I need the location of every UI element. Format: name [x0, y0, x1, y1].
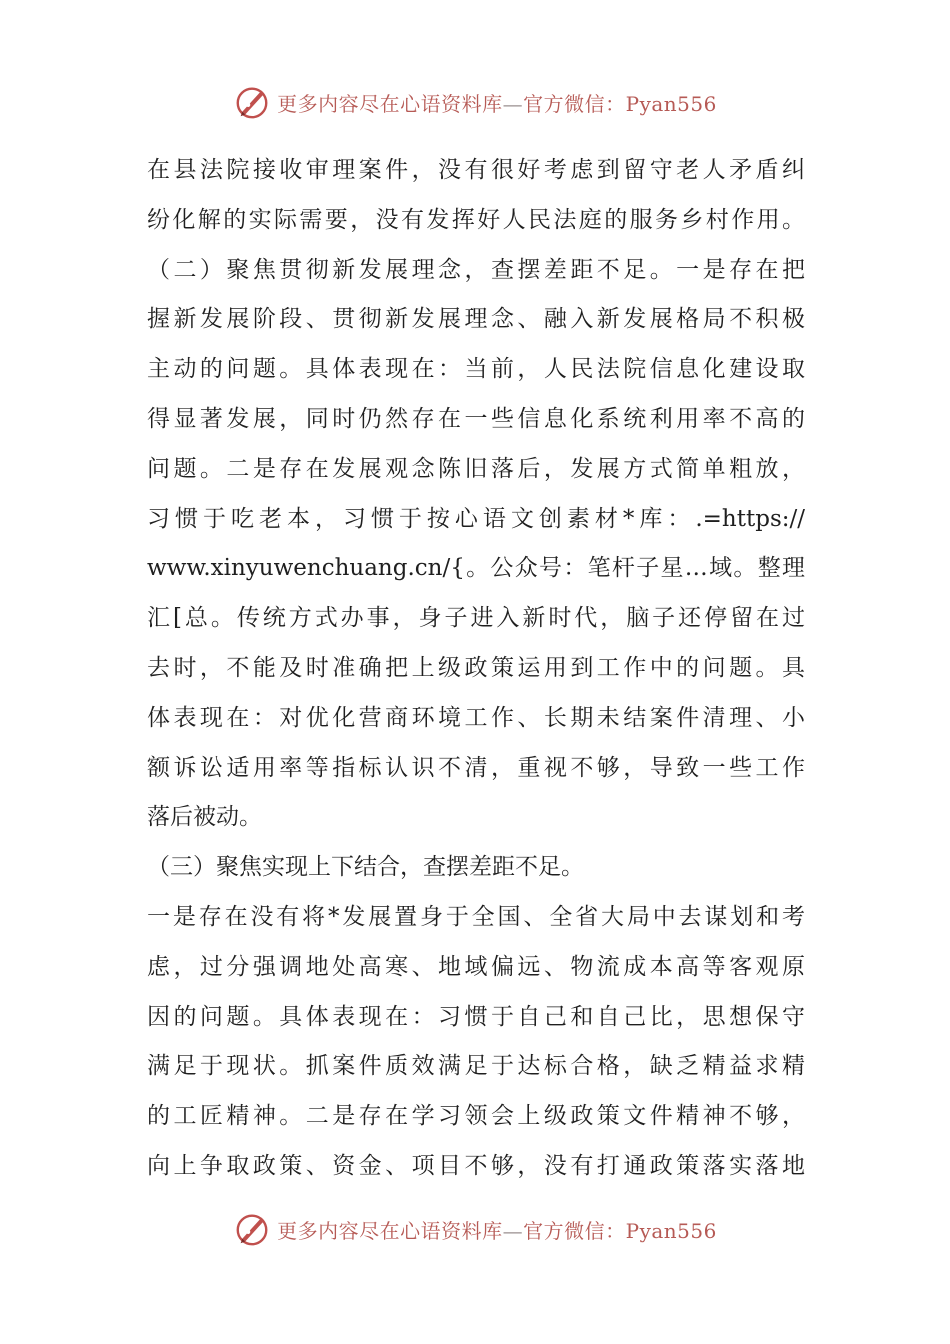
text-line: 因的问题。具体表现在：习惯于自己和自己比，思想保守	[147, 1003, 805, 1030]
banner-wechat-id: Pyan556	[625, 91, 717, 116]
text-line: 满足于现状。抓案件质效满足于达标合格，缺乏精益求精	[147, 1053, 805, 1080]
text-line: （三）聚焦实现上下结合，查摆差距不足。	[147, 854, 584, 881]
text-line: www.xinyuwenchuang.cn/{。公众号：笔杆子星…域。整理	[147, 555, 805, 582]
banner-wechat-label: 官方微信：	[523, 91, 626, 116]
text-line: 体表现在：对优化营商环境工作、长期未结案件清理、小	[147, 704, 805, 731]
text-line: 问题。二是存在发展观念陈旧落后，发展方式简单粗放，	[147, 455, 805, 482]
header-banner-content	[233, 83, 717, 121]
text-line: 虑，过分强调地处高寒、地域偏远、物流成本高等客观原	[147, 953, 805, 980]
text-line: 纷化解的实际需要，没有发挥好人民法庭的服务乡村作用。	[147, 206, 805, 233]
text-line: 落后被动。	[147, 804, 262, 831]
banner-separator: —	[502, 91, 524, 116]
text-line: 握新发展阶段、贯彻新发展理念、融入新发展格局不积极	[147, 306, 805, 333]
footer-banner-content	[233, 1210, 717, 1248]
banner-text	[277, 88, 717, 117]
banner-main-text: 更多内容尽在心语资料库	[277, 1218, 503, 1243]
text-line: 向上争取政策、资金、项目不够，没有打通政策落实落地	[147, 1152, 805, 1179]
text-line: 去时，不能及时准确把上级政策运用到工作中的问题。具	[147, 654, 805, 681]
text-line: 额诉讼适用率等指标认识不清，重视不够，导致一些工作	[147, 754, 805, 781]
text-line: 主动的问题。具体表现在：当前，人民法院信息化建设取	[147, 356, 805, 383]
banner-wechat-label: 官方微信：	[523, 1218, 626, 1243]
banner-wechat-id: Pyan556	[625, 1218, 717, 1243]
text-line: 在县法院接收审理案件，没有很好考虑到留守老人矛盾纠	[147, 157, 805, 183]
header-banner	[0, 80, 950, 124]
document-body	[147, 146, 805, 1192]
pen-circle-logo-icon	[233, 1210, 271, 1248]
text-line: 的工匠精神。二是存在学习领会上级政策文件精神不够，	[147, 1103, 805, 1130]
text-line: 得显著发展，同时仍然存在一些信息化系统利用率不高的	[147, 405, 805, 432]
text-line: （二）聚焦贯彻新发展理念，查摆差距不足。一是存在把	[147, 256, 805, 283]
footer-banner	[0, 1207, 950, 1251]
pen-circle-logo-icon	[233, 83, 271, 121]
banner-separator: —	[502, 1218, 524, 1243]
text-line: 汇[总。传统方式办事，身子进入新时代，脑子还停留在过	[147, 605, 805, 632]
text-line: 一是存在没有将*发展置身于全国、全省大局中去谋划和考	[147, 903, 805, 930]
banner-main-text: 更多内容尽在心语资料库	[277, 91, 503, 116]
text-line: 习惯于吃老本，习惯于按心语文创素材*库：.=https://	[147, 505, 805, 532]
banner-text	[277, 1215, 717, 1244]
